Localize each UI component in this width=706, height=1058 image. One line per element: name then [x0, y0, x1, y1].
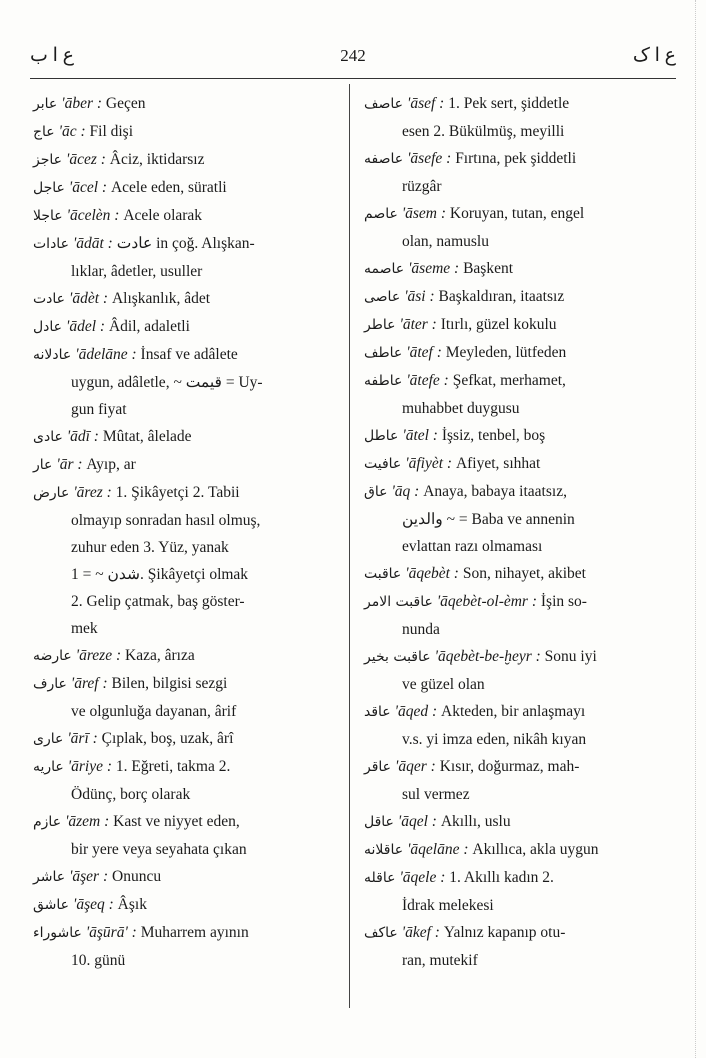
- entry-headline: [33, 202, 343, 230]
- entry-arabic-headword: عاطر: [364, 317, 396, 333]
- entry-transliteration: 'āqel :: [397, 813, 441, 830]
- dictionary-entry: [33, 202, 343, 230]
- entry-transliteration: 'ārī :: [67, 730, 102, 747]
- entry-headline: [364, 200, 674, 228]
- entry-transliteration: 'āqelāne :: [407, 841, 473, 858]
- entry-arabic-headword: عاشوراء: [33, 925, 82, 941]
- entry-headline: [364, 864, 674, 892]
- dictionary-entry: [364, 339, 674, 367]
- dictionary-entry: [33, 285, 343, 313]
- entry-transliteration: 'ācez :: [66, 151, 110, 168]
- entry-headline: [364, 698, 674, 726]
- entry-definition: Alışkanlık, âdet: [111, 290, 211, 307]
- page-header: [30, 44, 676, 74]
- entry-transliteration: 'āriye :: [67, 758, 116, 775]
- dictionary-entry: [364, 698, 674, 753]
- entry-definition: İnsaf ve adâlete: [140, 346, 238, 363]
- entry-headline: [364, 339, 674, 367]
- entry-transliteration: 'āber :: [61, 95, 106, 112]
- entry-headline: [33, 313, 343, 341]
- entry-definition: Yalnız kapanıp otu-: [443, 924, 566, 941]
- entry-transliteration: 'āşer :: [69, 868, 112, 885]
- entry-arabic-headword: عارض: [33, 485, 70, 501]
- dictionary-entry: [364, 311, 674, 339]
- entry-transliteration: 'āref :: [70, 675, 112, 692]
- entry-arabic-headword: عاصفه: [364, 151, 404, 167]
- dictionary-entry: [33, 451, 343, 479]
- entry-arabic-headword: عاطل: [364, 428, 399, 444]
- entry-definition: عادت in çoğ. Alışkan-: [116, 235, 255, 252]
- header-left-guideword: ع ا ب: [30, 45, 75, 66]
- entry-definition: Bilen, bilgisi sezgi: [111, 675, 228, 692]
- entry-definition-continuation: olmayıp sonradan hasıl olmuş,: [71, 512, 261, 529]
- entry-transliteration: 'āfiyèt :: [405, 455, 456, 472]
- entry-definition-continuation: rüzgâr: [402, 178, 442, 195]
- entry-definition: Muharrem ayının: [140, 924, 249, 941]
- dictionary-entry: [33, 753, 343, 808]
- entry-transliteration: 'āsefe :: [407, 150, 456, 167]
- entry-arabic-headword: عاقد: [364, 704, 391, 720]
- entry-transliteration: 'ācel :: [68, 179, 111, 196]
- entry-headline: [364, 90, 674, 118]
- entry-definition: Ayıp, ar: [86, 456, 136, 473]
- entry-arabic-headword: عار: [33, 457, 53, 473]
- entry-headline: [364, 283, 674, 311]
- entry-definition: Afiyet, sıhhat: [455, 455, 541, 472]
- dictionary-entry: [33, 642, 343, 670]
- entry-definition-continuation: İdrak melekesi: [402, 897, 494, 914]
- entry-headline: [33, 670, 343, 698]
- entry-transliteration: 'āsem :: [401, 205, 450, 222]
- entry-definition: Âciz, iktidarsız: [109, 151, 205, 168]
- entry-headline: [33, 753, 343, 781]
- entry-headline: [33, 919, 343, 947]
- entry-definition: Geçen: [105, 95, 146, 112]
- entry-transliteration: 'ātel :: [402, 427, 442, 444]
- header-right-guideword: ع ا ک: [632, 45, 676, 66]
- entry-transliteration: 'āsef :: [407, 95, 449, 112]
- entry-headline: [33, 863, 343, 891]
- entry-definition: 1. Pek sert, şiddetle: [448, 95, 570, 112]
- entry-transliteration: 'āc :: [58, 123, 90, 140]
- entry-definition-continuation: bir yere veya seyahata çıkan: [71, 841, 247, 858]
- dictionary-entry: [364, 200, 674, 255]
- entry-definition-continuation: gun fiyat: [71, 401, 127, 418]
- dictionary-entry: [364, 283, 674, 311]
- entry-definition: Son, nihayet, akibet: [462, 565, 586, 582]
- entry-arabic-headword: عازم: [33, 814, 62, 830]
- entry-headline: [33, 451, 343, 479]
- dictionary-entry: [364, 808, 674, 836]
- entry-headline: [33, 479, 343, 507]
- entry-arabic-headword: عادل: [33, 319, 63, 335]
- entry-transliteration: 'āseme :: [408, 260, 464, 277]
- entry-headline: [33, 642, 343, 670]
- dictionary-entry: [364, 422, 674, 450]
- entry-arabic-headword: عاقل: [364, 814, 394, 830]
- entry-transliteration: 'ākef :: [401, 924, 444, 941]
- entry-definition-continuation: muhabbet duygusu: [402, 400, 520, 417]
- entry-definition: İşin so-: [540, 593, 587, 610]
- entry-definition-continuation: والدين ~ = Baba ve annenin: [402, 511, 575, 528]
- entry-arabic-headword: عاطف: [364, 345, 403, 361]
- dictionary-entry: [364, 367, 674, 422]
- entry-headline: [364, 367, 674, 395]
- entry-definition: Kaza, ârıza: [125, 647, 195, 664]
- dictionary-entry: [33, 313, 343, 341]
- entry-arabic-headword: عاقر: [364, 759, 392, 775]
- header-rule: [30, 78, 676, 79]
- entry-transliteration: 'āşeq :: [73, 896, 118, 913]
- column-divider: [349, 84, 350, 1008]
- entry-arabic-headword: عاريه: [33, 759, 64, 775]
- entry-definition: Meyleden, lütfeden: [445, 344, 567, 361]
- entry-arabic-headword: عاصف: [364, 96, 403, 112]
- entry-headline: [364, 753, 674, 781]
- entry-headline: [33, 341, 343, 369]
- entry-arabic-headword: عارضه: [33, 648, 72, 664]
- entry-arabic-headword: عادت: [33, 291, 66, 307]
- entry-transliteration: 'ādèt :: [69, 290, 112, 307]
- entry-headline: [364, 450, 674, 478]
- entry-arabic-headword: عادات: [33, 236, 69, 252]
- dictionary-entry: [33, 863, 343, 891]
- entry-definition-continuation: sul vermez: [402, 786, 470, 803]
- left-column: [33, 90, 343, 974]
- entry-headline: [33, 118, 343, 146]
- entry-definition-continuation: v.s. yi imza eden, nikâh kıyan: [402, 731, 587, 748]
- entry-definition-continuation: lıklar, âdetler, usuller: [71, 263, 203, 280]
- dictionary-entry: [364, 588, 674, 643]
- entry-arabic-headword: عاق: [364, 484, 388, 500]
- entry-headline: [33, 725, 343, 753]
- dictionary-entry: [364, 90, 674, 145]
- entry-definition-continuation: nunda: [402, 621, 440, 638]
- entry-definition: Kast ve niyyet eden,: [113, 813, 240, 830]
- entry-transliteration: 'āq :: [391, 483, 424, 500]
- entry-definition-continuation: mek: [71, 620, 98, 637]
- entry-definition: İşsiz, tenbel, boş: [441, 427, 546, 444]
- entry-definition: Başkaldıran, itaatsız: [438, 288, 565, 305]
- entry-transliteration: 'ārez :: [73, 484, 116, 501]
- entry-transliteration: 'ādāt :: [72, 235, 117, 252]
- entry-definition-continuation: 10. günü: [71, 952, 126, 969]
- entry-arabic-headword: عاطفه: [364, 373, 403, 389]
- entry-definition-continuation: 2. Gelip çatmak, baş göster-: [71, 593, 245, 610]
- entry-arabic-headword: عابر: [33, 96, 58, 112]
- dictionary-entry: [33, 90, 343, 118]
- dictionary-entry: [33, 725, 343, 753]
- right-column: [364, 90, 674, 974]
- dictionary-entry: [33, 118, 343, 146]
- entry-definition-continuation: zuhur eden 3. Yüz, yanak: [71, 539, 229, 556]
- entry-definition: Şefkat, merhamet,: [452, 372, 566, 389]
- dictionary-entry: [364, 919, 674, 974]
- entry-definition: Fırtına, pek şiddetli: [455, 150, 577, 167]
- entry-transliteration: 'ādelāne :: [75, 346, 141, 363]
- dictionary-entry: [364, 753, 674, 808]
- entry-arabic-headword: عاكف: [364, 925, 398, 941]
- dictionary-entry: [33, 891, 343, 919]
- dictionary-entry: [33, 919, 343, 974]
- dictionary-entry: [33, 423, 343, 451]
- entry-definition-continuation: olan, namuslu: [402, 233, 489, 250]
- entry-definition-continuation: شدن ~ = 1. Şikâyetçi olmak: [71, 566, 249, 583]
- dictionary-entry: [33, 670, 343, 725]
- dictionary-entry: [33, 808, 343, 863]
- entry-transliteration: 'āqed :: [394, 703, 442, 720]
- entry-arabic-headword: عاقبت الامر: [364, 594, 433, 610]
- entry-transliteration: 'āqebèt-be-ḫeyr :: [434, 648, 545, 665]
- dictionary-entry: [364, 255, 674, 283]
- entry-transliteration: 'āreze :: [75, 647, 126, 664]
- entry-transliteration: 'ātef :: [406, 344, 446, 361]
- entry-definition: Anaya, babaya itaatsız,: [423, 483, 567, 500]
- entry-transliteration: 'āsi :: [404, 288, 439, 305]
- dictionary-entry: [33, 479, 343, 642]
- dictionary-entry: [364, 450, 674, 478]
- entry-definition: Kısır, doğurmaz, mah-: [439, 758, 580, 775]
- entry-transliteration: 'āqebèt :: [405, 565, 463, 582]
- entry-headline: [33, 90, 343, 118]
- entry-definition: 1. Şikâyetçi 2. Tabii: [115, 484, 240, 501]
- dictionary-entry: [364, 864, 674, 919]
- entry-headline: [33, 230, 343, 258]
- entry-transliteration: 'āzem :: [65, 813, 114, 830]
- entry-definition: Başkent: [463, 260, 514, 277]
- entry-arabic-headword: عاقله: [364, 870, 396, 886]
- entry-definition-continuation: Ödünç, borç olarak: [71, 786, 191, 803]
- entry-headline: [364, 588, 674, 616]
- entry-headline: [364, 311, 674, 339]
- entry-arabic-headword: عاصم: [364, 206, 398, 222]
- entry-headline: [364, 560, 674, 588]
- entry-headline: [364, 145, 674, 173]
- entry-arabic-headword: عادلانه: [33, 347, 72, 363]
- entry-arabic-headword: عارف: [33, 676, 67, 692]
- entry-definition: Acele olarak: [123, 207, 203, 224]
- dictionary-entry: [33, 146, 343, 174]
- entry-transliteration: 'ār :: [56, 456, 87, 473]
- entry-transliteration: 'āqebèt-ol-èmr :: [436, 593, 541, 610]
- dictionary-entry: [364, 560, 674, 588]
- entry-arabic-headword: عاشق: [33, 897, 70, 913]
- entry-arabic-headword: عاصى: [364, 289, 401, 305]
- entry-definition-continuation: ve güzel olan: [402, 676, 485, 693]
- entry-definition-continuation: esen 2. Bükülmüş, meyilli: [402, 123, 565, 140]
- entry-headline: [33, 891, 343, 919]
- entry-arabic-headword: عاقبت: [364, 566, 402, 582]
- entry-definition: Akteden, bir anlaşmayı: [441, 703, 586, 720]
- entry-definition: Onuncu: [112, 868, 162, 885]
- entry-definition: Âşık: [117, 896, 147, 913]
- dictionary-entry: [33, 174, 343, 202]
- entry-headline: [364, 478, 674, 506]
- entry-arabic-headword: عافيت: [364, 456, 402, 472]
- entry-definition: Âdil, adaletli: [108, 318, 190, 335]
- entry-headline: [33, 285, 343, 313]
- entry-arabic-headword: عاقبت بخير: [364, 649, 431, 665]
- dictionary-entry: [364, 478, 674, 560]
- page-number: 242: [340, 46, 366, 65]
- entry-definition: 1. Akıllı kadın 2.: [449, 869, 554, 886]
- entry-transliteration: 'ācelèn :: [66, 207, 124, 224]
- entry-arabic-headword: عاصمه: [364, 261, 405, 277]
- entry-definition: Acele eden, süratli: [110, 179, 227, 196]
- entry-definition: Sonu iyi: [544, 648, 597, 665]
- entry-transliteration: 'āqele :: [399, 869, 450, 886]
- entry-definition: 1. Eğreti, takma 2.: [115, 758, 231, 775]
- dictionary-entry: [364, 643, 674, 698]
- entry-arabic-headword: عاشر: [33, 869, 66, 885]
- entry-definition-continuation: evlattan razı olmaması: [402, 538, 543, 555]
- entry-headline: [33, 808, 343, 836]
- entry-arabic-headword: عاجلا: [33, 208, 63, 224]
- entry-headline: [33, 146, 343, 174]
- entry-headline: [364, 255, 674, 283]
- entry-definition: Mûtat, âlelade: [102, 428, 192, 445]
- entry-arabic-headword: عاجز: [33, 152, 62, 168]
- entry-definition: Akıllı, uslu: [440, 813, 511, 830]
- entry-definition: Koruyan, tutan, engel: [449, 205, 585, 222]
- entry-transliteration: 'ātefe :: [406, 372, 453, 389]
- entry-arabic-headword: عاقلانه: [364, 842, 404, 858]
- entry-definition-continuation: uygun, adâletle, ~ قيمت = Uy-: [71, 374, 263, 391]
- entry-definition: Fil dişi: [89, 123, 134, 140]
- entry-definition: Itırlı, güzel kokulu: [440, 316, 557, 333]
- entry-arabic-headword: عارى: [33, 731, 64, 747]
- entry-headline: [33, 423, 343, 451]
- page-edge: [693, 0, 696, 1058]
- entry-transliteration: 'āqer :: [395, 758, 440, 775]
- entry-headline: [364, 919, 674, 947]
- entry-definition: Akıllıca, akla uygun: [472, 841, 599, 858]
- dictionary-entry: [33, 230, 343, 285]
- entry-transliteration: 'āter :: [399, 316, 441, 333]
- entry-arabic-headword: عاج: [33, 124, 55, 140]
- entry-headline: [364, 643, 674, 671]
- entry-definition: Çıplak, boş, uzak, ârî: [101, 730, 234, 747]
- dictionary-entry: [364, 145, 674, 200]
- entry-definition-continuation: ran, mutekif: [402, 952, 478, 969]
- entry-transliteration: 'ādel :: [66, 318, 109, 335]
- entry-headline: [364, 808, 674, 836]
- entry-transliteration: 'āşūrā' :: [85, 924, 141, 941]
- entry-definition-continuation: ve olgunluğa dayanan, ârif: [71, 703, 237, 720]
- entry-arabic-headword: عاجل: [33, 180, 65, 196]
- dictionary-entry: [33, 341, 343, 423]
- entry-arabic-headword: عادى: [33, 429, 63, 445]
- entry-headline: [364, 836, 674, 864]
- entry-transliteration: 'ādī :: [66, 428, 103, 445]
- entry-headline: [364, 422, 674, 450]
- dictionary-entry: [364, 836, 674, 864]
- entry-headline: [33, 174, 343, 202]
